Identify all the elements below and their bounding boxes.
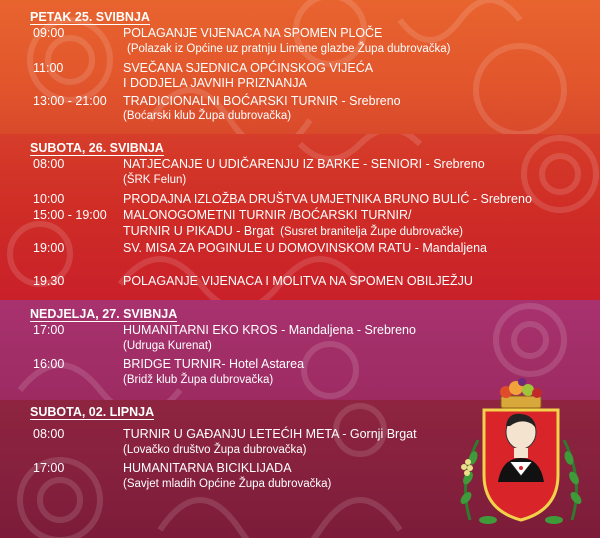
event-time: 10:00 — [33, 192, 65, 206]
event-title: TURNIR U GAĐANJU LETEĆIH META - Gornji Brgat — [123, 427, 417, 441]
event-title: SVEČANA SJEDNICA OPĆINSKOG VIJEĆA — [123, 61, 374, 75]
event-title: BRIDGE TURNIR- Hotel Astarea — [123, 357, 305, 371]
event-title: HUMANITARNI EKO KROS - Mandaljena - Srebreno — [123, 323, 416, 337]
coat-of-arms-icon — [448, 370, 594, 530]
section-heading: PETAK 25. SVIBNJA — [30, 10, 150, 24]
event-time: 08:00 — [33, 427, 65, 441]
event-note-row — [0, 174, 600, 190]
event-row — [0, 26, 600, 42]
event-row — [0, 323, 600, 339]
event-row — [0, 241, 600, 257]
event-title-cont: TURNIR U PIKADU - Brgat (Susret branitelja Župe dubrovačke) — [123, 224, 463, 238]
event-note: (Lovačko društvo Župa dubrovačka) — [123, 444, 307, 456]
event-time: 17:00 — [33, 461, 65, 475]
event-row — [0, 274, 600, 290]
event-row — [0, 94, 600, 110]
event-time: 19:00 — [33, 241, 65, 255]
event-time: 17:00 — [33, 323, 65, 337]
event-time: 13:00 - 21:00 — [33, 94, 107, 108]
event-note: (Polazak iz Općine uz pratnju Limene glazbe Župa dubrovačka) — [127, 43, 451, 55]
event-note-row — [0, 340, 600, 356]
event-title: HUMANITARNA BICIKLIJADA — [123, 461, 292, 475]
event-note: (ŠRK Felun) — [123, 174, 187, 186]
event-time: 08:00 — [33, 157, 65, 171]
event-title: SV. MISA ZA POGINULE U DOMOVINSKOM RATU - Mandaljena — [123, 241, 488, 255]
event-row — [0, 208, 600, 224]
event-note-row — [0, 110, 600, 126]
event-time: 09:00 — [33, 26, 65, 40]
event-note: (Savjet mladih Općine Župa dubrovačka) — [123, 478, 332, 490]
event-note: (Udruga Kurenat) — [123, 340, 212, 352]
event-title-cont-row — [0, 76, 600, 92]
event-time: 15:00 - 19:00 — [33, 208, 107, 222]
event-title: MALONOGOMETNI TURNIR /BOĆARSKI TURNIR/ — [123, 208, 412, 222]
event-time: 19.30 — [33, 274, 65, 288]
event-title: PRODAJNA IZLOŽBA DRUŠTVA UMJETNIKA BRUNO BULIĆ - Srebreno — [123, 192, 532, 206]
event-title: POLAGANJE VIJENACA NA SPOMEN PLOČE — [123, 26, 383, 40]
event-time: 16:00 — [33, 357, 65, 371]
event-time: 11:00 — [33, 61, 64, 75]
section-heading: SUBOTA, 02. LIPNJA — [30, 405, 155, 419]
section-heading: SUBOTA, 26. SVIBNJA — [30, 141, 164, 155]
event-row — [0, 192, 600, 208]
event-title-cont: I DODJELA JAVNIH PRIZNANJA — [123, 76, 307, 90]
event-title-cont-row — [0, 224, 600, 240]
event-note: (Boćarski klub Župa dubrovačka) — [123, 110, 292, 122]
event-note-row — [0, 43, 600, 59]
event-title: NATJECANJE U UDIČARENJU IZ BARKE - SENIORI - Srebreno — [123, 157, 485, 171]
section-heading: NEDJELJA, 27. SVIBNJA — [30, 307, 178, 321]
event-row — [0, 157, 600, 173]
event-title: TRADICIONALNI BOĆARSKI TURNIR - Srebreno — [123, 94, 401, 108]
event-title: POLAGANJE VIJENACA I MOLITVA NA SPOMEN OBILJEŽJU — [123, 274, 473, 288]
event-row — [0, 61, 600, 77]
event-note: (Bridž klub Župa dubrovačka) — [123, 374, 274, 386]
